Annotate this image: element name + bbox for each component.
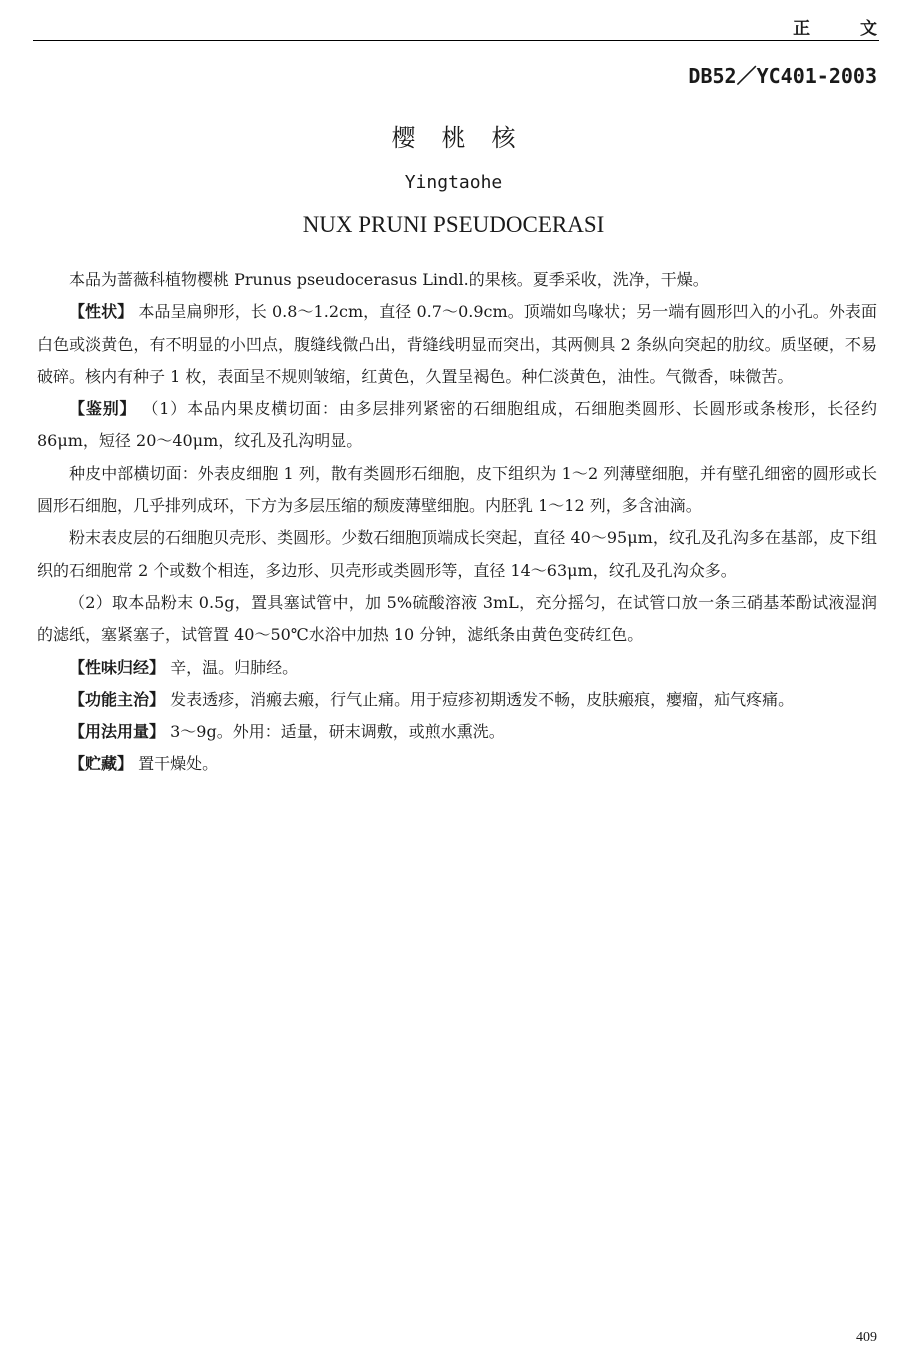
header-divider [33,40,879,41]
page-number: 409 [856,1330,877,1345]
properties-text: 辛，温。归肺经。 [165,657,299,677]
dosage-text: 3～9g。外用：适量，研末调敷，或煎水熏洗。 [165,722,505,742]
functions-text: 发表透疹，消瘢去瘢，行气止痛。用于痘疹初期透发不畅，皮肤瘢痕，瘿瘤，疝气疼痛。 [165,689,795,709]
source-paragraph [37,264,877,296]
identification-paragraph-1 [37,393,877,458]
identification-seed-coat-paragraph [37,458,877,523]
storage-paragraph [37,748,877,780]
dosage-paragraph [37,716,877,748]
identification-powder-text: 粉末表皮层的石细胞贝壳形、类圆形。少数石细胞顶端成长突起，直径 40～95μm，纹孔及孔沟多在基部，皮下组织的石细胞常 2 个或数个相连，多边形、贝壳形或类圆形等，直径 14～63μm，纹孔及孔沟众多。 [37,528,877,580]
identification-text-2: （2）取本品粉末 0.5g，置具塞试管中，加 5%硫酸溶液 3mL，充分摇匀，在试管口放一条三硝基苯酚试液湿润的滤纸，塞紧塞子，试管置 40～50℃水浴中加热 10 分钟，滤纸条由黄色变砖红色。 [37,592,877,645]
monograph-title-latin: NUX PRUNI PSEUDOCERASI [302,212,605,237]
standard-number: DB52／YC401-2003 [688,64,877,88]
identification-powder-paragraph [37,522,877,587]
source-text: 本品为蔷薇科植物樱桃 Prunus pseudocerasus Lindl.的果核。夏季采收，洗净，干燥。 [69,270,709,289]
identification-text-1: （1）本品内果皮横切面：由多层排列紧密的石细胞组成，石细胞类圆形、长圆形或条梭形，长径约 86μm，短径 20～40μm，纹孔及孔沟明显。 [37,399,877,451]
identification-label: 【鉴别】 [69,399,137,419]
description-label: 【性状】 [69,302,134,322]
dosage-label: 【用法用量】 [69,722,166,742]
monograph-title-chinese: 樱桃核 [391,124,542,152]
description-text: 本品呈扁卵形，长 0.8～1.2cm，直径 0.7～0.9cm。顶端如鸟喙状；另一端有圆形凹入的小孔。外表面白色或淡黄色，有不明显的小凹点，腹缝线微凸出，背缝线明显而突出，其两侧具 2 条纵向突起的肋纹。质坚硬，不易破碎。核内有种子 1 枚，表面呈不规则皱缩，红黄色，久置呈褐色。种仁淡黄色，油性。气微香，味微苦。 [37,302,877,386]
functions-paragraph [37,684,877,716]
description-paragraph [37,296,877,393]
monograph-title-pinyin: Yingtaohe [404,172,503,193]
identification-paragraph-2 [37,587,877,652]
properties-paragraph [37,652,877,684]
storage-label: 【贮藏】 [69,754,134,774]
properties-label: 【性味归经】 [69,657,166,677]
functions-label: 【功能主治】 [69,689,166,709]
monograph-body [37,264,877,781]
identification-seed-coat-text: 种皮中部横切面：外表皮细胞 1 列，散有类圆形石细胞，皮下组织为 1～2 列薄壁细胞，并有壁孔细密的圆形或长圆形石细胞，几乎排列成环，下方为多层压缩的颓废薄壁细胞。内胚乳 1～12 列，多含油滴。 [37,463,877,516]
section-header: 正 文 [793,19,899,39]
storage-text: 置干燥处。 [133,754,219,774]
